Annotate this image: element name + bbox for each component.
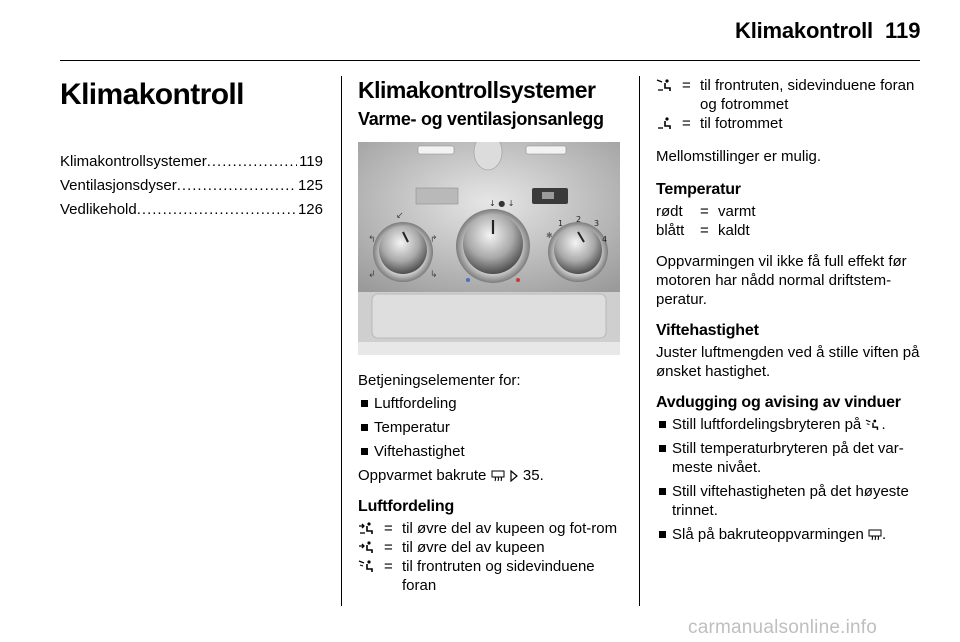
svg-text:↳: ↳ — [430, 270, 438, 280]
subsection-title: Varme- og ventilasjonsanlegg — [358, 109, 604, 129]
definition-row — [358, 557, 620, 595]
page-reference-icon[interactable] — [509, 470, 519, 482]
definition-text: varmt — [718, 203, 756, 220]
definition-text: til frontruten, sidevinduene foran og fotrommet — [700, 77, 915, 113]
defog-heading: Avdugging og avising av vinduer — [656, 394, 901, 411]
definition-text: kaldt — [718, 222, 750, 239]
definition-row — [358, 538, 620, 557]
svg-text:↱: ↱ — [430, 235, 438, 245]
definition-equals: = — [700, 222, 709, 239]
toc-entry[interactable] — [60, 150, 323, 174]
svg-text:✱: ✱ — [546, 231, 553, 240]
windscreen-and-side-icon — [358, 557, 384, 595]
rear-window-note — [358, 466, 620, 485]
watermark: carmanualsonline.info — [688, 617, 878, 638]
definition-equals: = — [384, 520, 393, 537]
definition-equals: = — [384, 558, 393, 575]
air-distribution-definitions — [358, 519, 620, 595]
toc-leader — [137, 198, 296, 222]
controls-intro: Betjeningselementer for: — [358, 372, 521, 389]
rear-window-heating-icon — [491, 470, 505, 482]
fan-speed-number: 3 — [594, 219, 600, 228]
toc-label: Ventilasjonsdyser — [60, 177, 177, 194]
temperature-heading: Temperatur — [656, 181, 741, 198]
definition-text: til øvre del av kupeen og fot-rom — [402, 520, 618, 537]
list-item: Temperatur — [358, 418, 620, 437]
definition-row — [656, 114, 924, 133]
defog-steps — [656, 415, 924, 544]
definition-row — [656, 76, 924, 114]
toc-leader — [177, 174, 296, 198]
windscreen-and-side-icon — [865, 419, 881, 431]
heating-note: Oppvarmingen vil ikke få full effekt før motoren har nådd normal driftstem-peratur. — [656, 253, 907, 308]
step-text: Slå på bakruteoppvarmingen — [672, 526, 864, 543]
toc-leader — [207, 150, 297, 174]
column-divider-2 — [639, 76, 640, 606]
column-climate-systems — [358, 76, 620, 595]
definition-text: til frontruten og sidevinduene foran — [402, 558, 595, 594]
running-header-title: Klimakontroll — [735, 18, 873, 43]
list-item: Still temperaturbryteren på det var-meste nivået. — [656, 439, 924, 477]
temperature-definitions — [656, 202, 924, 240]
definition-row — [656, 202, 924, 221]
windscreen-side-floor-icon — [656, 76, 682, 114]
air-distribution-definitions-cont — [656, 76, 924, 133]
definition-row — [656, 221, 924, 240]
toc-page: 126 — [297, 201, 323, 218]
fan-speed-heading: Viftehastighet — [656, 322, 759, 339]
list-item: Still viftehastigheten på det høyeste trinnet. — [656, 482, 924, 520]
svg-text:↙: ↙ — [396, 211, 404, 221]
upper-and-floor-vent-icon — [358, 519, 384, 538]
definition-row — [358, 519, 620, 538]
section-title: Klimakontrollsystemer — [358, 77, 596, 103]
svg-text:↰: ↰ — [368, 235, 376, 245]
table-of-contents — [60, 150, 323, 222]
page-number: 119 — [885, 18, 921, 43]
step-end: . — [881, 416, 886, 433]
definition-equals: = — [384, 539, 393, 556]
toc-page: 119 — [299, 153, 323, 170]
chapter-title: Klimakontroll — [60, 78, 244, 111]
column-divider-1 — [341, 76, 342, 606]
definition-term: rødt — [656, 203, 683, 220]
list-item — [656, 415, 924, 434]
fan-speed-text: Juster luftmengden ved å stille viften på ønsket hastighet. — [656, 344, 920, 380]
toc-label: Klimakontrollsystemer — [60, 153, 207, 170]
toc-label: Vedlikehold — [60, 201, 137, 218]
definition-text: til øvre del av kupeen — [402, 539, 545, 556]
step-end: . — [881, 526, 887, 543]
toc-page: 125 — [297, 177, 323, 194]
definition-equals: = — [700, 203, 709, 220]
rear-window-text: Oppvarmet bakrute — [358, 467, 487, 484]
svg-text:↓ ● ↓: ↓ ● ↓ — [489, 199, 515, 208]
list-item — [656, 525, 924, 544]
fan-speed-number: 2 — [576, 215, 582, 224]
list-item: Luftfordeling — [358, 394, 620, 413]
svg-text:↲: ↲ — [368, 270, 376, 280]
fan-speed-number: 4 — [602, 235, 608, 244]
rear-window-heating-icon — [868, 529, 882, 541]
toc-entry[interactable] — [60, 198, 323, 222]
step-text: Still luftfordelingsbryteren på — [672, 416, 862, 433]
list-item: Viftehastighet — [358, 442, 620, 461]
heater-control-panel-photo — [358, 142, 620, 355]
definition-equals: = — [682, 77, 691, 94]
air-distribution-heading: Luftfordeling — [358, 498, 455, 515]
definition-equals: = — [682, 115, 691, 132]
intermediate-note: Mellomstillinger er mulig. — [656, 148, 822, 165]
upper-vent-icon — [358, 538, 384, 557]
rear-window-page-ref[interactable]: 35. — [522, 467, 544, 484]
column-toc — [60, 78, 323, 222]
definition-text: til fotrommet — [700, 115, 783, 132]
fan-speed-number: 1 — [558, 219, 564, 228]
floor-vent-icon — [656, 114, 682, 133]
definition-term: blått — [656, 222, 685, 239]
toc-entry[interactable] — [60, 174, 323, 198]
column-controls — [656, 76, 924, 549]
header-rule — [60, 60, 920, 61]
controls-list — [358, 394, 620, 461]
